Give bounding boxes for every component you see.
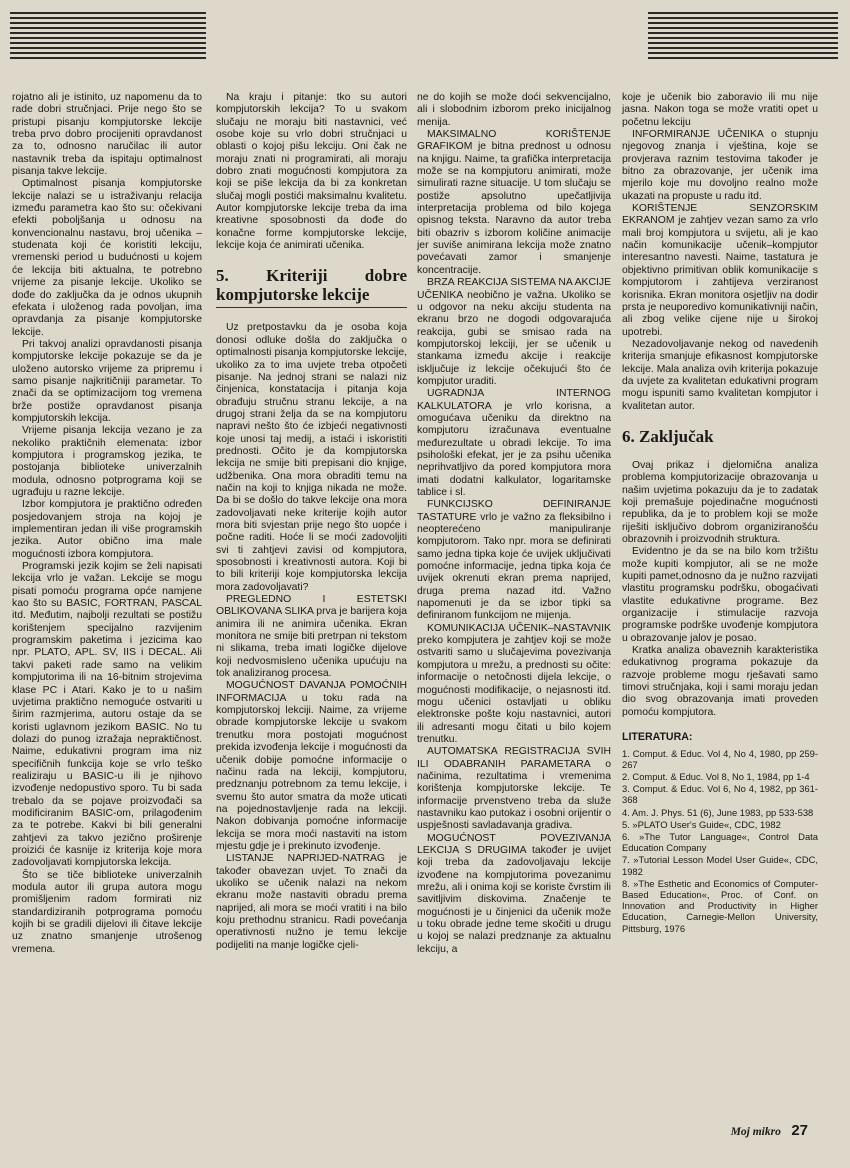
reference-item: 4. Am. J. Phys. 51 (6), June 1983, pp 533-538 — [622, 806, 814, 818]
stripe-line — [10, 27, 206, 29]
reference-item: 5. »PLATO User's Guide«, CDC, 1982 — [622, 818, 781, 830]
column-2 — [216, 92, 407, 952]
paragraph: INFORMIRANJE UČENIKA o stupnju njegovog znanja i vještina, koje se provjerava raznim testovima također je bitno za obrazovanje, jer učenik ima mjerilo koje mu dovoljno realno može ukazati na propuste u radu itd. — [622, 129, 818, 202]
paragraph: UGRADNJA INTERNOG KALKULATORA je vrlo korisna, a omogućava učeniku da direktno na kompjutoru izračunava eventualne međurezultate u obradi lekcije. To ima psihološki efekat, jer je za psihu učenika neprihvatljivo da pored kompjutora mora imati dodatni kalkulator, logaritamske tablice i sl. — [417, 388, 611, 498]
column-4 — [622, 92, 818, 935]
paragraph: Evidentno je da se na bilo kom tržištu može kupiti kompjutor, ali se ne može kupiti pamet,odnosno da je nužno razvijati vlastitu programsku podršku, obogaćivati vlastite edukativne programe. Bez organizacije i stimulacije razvoja programske podrške uvođenje kompjutora u obrazovanje jalov je posao. — [622, 546, 818, 644]
stripe-line — [648, 17, 838, 19]
section-6-heading: 6. Zaključak — [622, 426, 714, 446]
paragraph: FUNKCIJSKO DEFINIRANJE TASTATURE vrlo je važno za fleksibilno i neopterećeno manipuliranje kompjutorom. Tako npr. mora se definirati samo jedna tipka koje će uvijek uključivati pomoćne informacije, jedna tipka koja će uvijek okrenuti ekran prema naprijed, druga prema nazad itd. Važno napomenuti je da se izbor tipki sa definiranom funkcijom ne mijenja. — [417, 499, 611, 622]
paragraph: Vrijeme pisanja lekcija vezano je za nekoliko praktičnih elemenata: izbor kompjutora i programskog jezika, te postojanja biblioteke univerzalnih modula, odnosno potprograma koji se ugrađuju u razne lekcije. — [12, 425, 202, 498]
paragraph: Kratka analiza obaveznih karakteristika edukativnog programa pokazuje da razvoje probleme mogu rješavati samo timovi stručnjaka, koji i sami moraju jedan dio svog obrazovanja imati proveden pomoću kompjutora. — [622, 645, 818, 718]
paragraph: AUTOMATSKA REGISTRACIJA SVIH ILI ODABRANIH PARAMETARA o načinima, rezultatima i vremenima korištenja kompjutorske lekcije. Te informacije prvenstveno treba da služe nastavniku kao putokaz i osobni orijentir o uspješnosti savladavanja gradiva. — [417, 746, 611, 832]
stripe-line — [10, 57, 206, 59]
header-stripes-right — [648, 12, 838, 64]
paragraph: koje je učenik bio zaboravio ili mu nije jasna. Nakon toga se može vratiti opet u početnu lekciju — [622, 92, 818, 128]
stripe-line — [648, 52, 838, 54]
stripe-line — [648, 12, 838, 14]
column-1 — [12, 92, 202, 956]
paragraph: LISTANJE NAPRIJED-NATRAG je također obavezan uvjet. To znači da ukoliko se učenik nalazi na nekom ekranu može nastaviti obradu prema naprijed, ali mora se moći vratiti i na bilo koju prethodnu stranicu. Radi povećanja operativnosti nužno je temu lekcije podijeliti na manje logičke cjeli- — [216, 853, 407, 951]
paragraph: Nezadovoljavanje nekog od navedenih kriterija smanjuje efikasnost kompjutorske lekcije. Mala analiza ovih kriterija pokazuje da uvjete za kvalitetan edukativni program mogu ispuniti samo kvalitetan kompjutor i kvalitetan autor. — [622, 338, 818, 412]
stripe-line — [10, 47, 206, 49]
paragraph: Optimalnost pisanja kompjutorske lekcije nalazi se u istraživanju relacija između parametra kao što su: očekivani efekti poboljšanja u odnosu na konvencionalnu nastavu, broj učenika – studenata koji će koristiti lekciju, vremenski period u budućnosti u kojem će lekcija biti aktualna, te potrebno vrijeme za pisanje lekcije. Ukoliko se dođe do zaključka da je odnos ukupnih efekata i uloženog rada povoljan, ima opravdanja za pisanje kompjutorske lekcije. — [12, 178, 202, 338]
column-2-body — [216, 322, 407, 952]
stripe-line — [10, 12, 206, 14]
paragraph: Izbor kompjutora je praktično određen posjedovanjem stroja na kojoj je implementiran jedan ili više programskih jezika. Autor obično ima male mogućnosti izbora kompjutora. — [12, 499, 202, 560]
stripe-line — [10, 32, 206, 34]
paragraph: Uz pretpostavku da je osoba koja donosi odluke došla do zaključka o optimalnosti pisanja kompjutorske lekcije, ukoliko za to ima uvjete treba otpočeti pisanje. Na jednoj strani se nalazi niz činjenica, konstatacija i pitanja koja obrađuju stručnu stranu lekcije, a na drugoj strani želja da se na kompjutoru napravi nešto što će izbjeći negativnosti koje unosi taj medij, a istaći i iskoristiti prednosti. Očito je da kompjutorska lekcija ne smije biti prepisani dio knjige, udžbenika. Ona mora obraditi temu na način na koji to knjiga nikada ne može. Da bi se došlo do takve lekcije ona mora zadovoljavati neke kriterije kojih autor mora biti svjestan prije nego što uopće i počne raditi. Hoće li se moći zadovoljiti svi ti zahtjevi zavisi od kompjutora, sposobnosti i kreativnosti autora. Koji bi to bili kriteriji koje kompjutorska lekcija mora zadovoljavati? — [216, 322, 407, 593]
reference-item: 8. »The Esthetic and Economics of Computer-Based Education«, Proc. of Conf. on Innovation and Productivity in Higher Education, Carnegie-Mellon University, Pittsburg, 1976 — [622, 877, 818, 934]
stripe-line — [10, 22, 206, 24]
stripe-line — [10, 17, 206, 19]
stripe-line — [648, 27, 838, 29]
paragraph: Na kraju i pitanje: tko su autori kompjutorskih lekcija? To u svakom slučaju ne moraju biti nastavnici, već osobe koje su vrlo dobri stručnjaci u oblasti o kojoj pišu lekciju. Oni čak ne moraju znati ni programirati, ali moraju dobro znati mogućnosti kompjutora za koji se piše lekcija da bi za konkretan slučaj mogli postići maksimalnu kvalitetu. Autor kompjutorske lekcije treba da ima kreativne sposobnosti da dođe do konačne forme kompjutorske lekcije, lekcije koja će animirati učenika. — [216, 92, 407, 252]
paragraph: BRZA REAKCIJA SISTEMA NA AKCIJE UČENIKA neobično je važna. Ukoliko se u odgovor na neku akciju studenta na ekranu brzo ne dogodi odgovarajuća reakcija, gubi se smisao rada na kompjutorskoj lekciji, jer se učenik u stankama između akcije i reakcije isključuje iz lekcije očekujući što će kompjutor uraditi. — [417, 277, 611, 387]
stripe-line — [10, 52, 206, 54]
paragraph: PREGLEDNO I ESTETSKI OBLIKOVANA SLIKA prva je barijera koja animira ili ne animira učenika. Ekran monitora ne smije biti pretrpan ni tekstom ni slikama, treba imati logičke dijelove koji nedvosmisleno učenika upućuju na tok analiziranog procesa. — [216, 594, 407, 680]
column-3 — [417, 92, 611, 956]
reference-item: 6. »The Tutor Language«, Control Data Education Company — [622, 830, 818, 854]
reference-item: 1. Comput. & Educ. Vol 4, No 4, 1980, pp 259-267 — [622, 747, 818, 770]
column-2-intro — [216, 92, 407, 252]
paragraph: rojatno ali je istinito, uz napomenu da to rade dobri stručnjaci. Prije nego što se pristupi pisanju kompjutorske lekcije treba prvo dobro procijeniti opravdanost za to, odnosno naručilac ili autor nastavnik treba da ispitaju optimalnost pisanja takve lekcije. — [12, 92, 202, 178]
paragraph: KORIŠTENJE SENZORSKIM EKRANOM je zahtjev vezan samo za vrlo mali broj kompjutora u svijetu, ali je kao način komunikacije učenik–kompjutor interesantno navesti. Naime, tastatura je objektivno primitivan oblik komunikacije s kompjutorom i zahtijeva verziranost korisnika. Ekran monitora osjetljiv na dodir prsta je neuporedivo komunikativniji način, ali zbog velike cijene nije u širokoj upotrebi. — [622, 203, 818, 338]
stripe-line — [648, 37, 838, 39]
paragraph: ne do kojih se može doći sekvencijalno, ali i slobodnim izborom preko inicijalnog menija. — [417, 92, 611, 128]
paragraph: Programski jezik kojim se želi napisati lekcija vrlo je važan. Lekcije se mogu pisati pomoću programa opće namjene kao što su BASIC, FORTRAN, PASCAL itd. Međutim, najbolji rezultati se postižu korištenjem specijalno razvijenim programskim paketima i jezicima kao npr. PLATO, APL. SV, IIS i DECAL. Ali takvi paketi rade samo na velikim kompjutorima ili na 16-bitnim strojevima klase PC i Atari. Kako je to u našim uvjetima praktično nemoguće ostvariti u širim razmjerima, autoru ostaje da se koristi uglavnom jezikom BASIC. No tu dolazi do punog izražaja nepraktičnost. Naime, edukativni program ima niz specifičnih funkcija koje se vrlo teško realiziraju u BASIC-u ili je njihovo izvođenje nedopustivo sporo. Tu bi sada trebalo da se pojave proizvođači sa modificiranim BASIC-om, prilagođenim za te potrebe. Kakvi bi bili generalni zahtjevi za takvo jezično proširenje proizići će kasnije iz kriterija koje mora zadovoljavati kompjutorska lekcija. — [12, 561, 202, 869]
references-list — [622, 748, 818, 934]
header-stripes-left — [10, 12, 206, 64]
stripe-line — [10, 42, 206, 44]
paragraph: Ovaj prikaz i djelomična analiza problema kompjutorizacije obrazovanja u našim uvjetima pokazuju da je to zadatak koji premašuje pojedinačne mogućnosti republika, da je to problem koji se može riješiti isključivo dobrom organiziranošću obrazovnih i proizvodnih struktura. — [622, 459, 818, 545]
reference-item: 7. »Tutorial Lesson Model User Guide«, CDC, 1982 — [622, 854, 818, 877]
stripe-line — [648, 42, 838, 44]
stripe-line — [10, 37, 206, 39]
stripe-line — [648, 22, 838, 24]
literature-heading: LITERATURA: — [622, 731, 693, 744]
reference-item: 3. Comput. & Educ. Vol 6, No 4, 1982, pp 361-368 — [622, 783, 818, 806]
paragraph: MOGUĆNOST DAVANJA POMOĆNIH INFORMACIJA u toku rada na kompjutorskoj lekciji. Naime, za vrijeme obrade kompjutorske lekcije u svakom trenutku mora postojati mogućnost prekida izvođenja lekcije i mogućnosti da učenik dobije pomoćne informacije o načinu rada na lekciji, kompjutoru, predznanju potrebnom za temu lekcije, i svemu što autor smatra da može uticati na pojednostavljenje rada na lekciji. Nakon dobivanja pomoćne informacije lekcija se mora moći nastaviti na istom mjestu gdje je i prekinuto izvođenje. — [216, 680, 407, 852]
conclusion-body — [622, 460, 818, 719]
stripe-line — [648, 57, 838, 59]
paragraph: Što se tiče biblioteke univerzalnih modula autor ili grupa autora mogu promišljenim radom formirati niz standardiziranih potprograma pomoću kojih bi se gradili dijelovi ili čitave lekcije uz znatno smanjenje utrošenog vremena. — [12, 869, 202, 955]
page-footer — [731, 1122, 808, 1140]
paragraph: KOMUNIKACIJA UČENIK–NASTAVNIK preko kompjutera je zahtjev koji se može ostvariti samo u slučajevima povezivanja kompjutora u mrežu, a prednosti su očite: informacije o netočnosti dijela lekcije, o mogućnosti modifikacije, o nejasnosti itd. mogu učenici ostavljati u obliku elektronske pošte koju nastavnici, autori ili adresanti mogu čitati u bilo kojem trenutku. — [417, 622, 611, 745]
column-4-body — [622, 92, 818, 413]
paragraph: Pri takvoj analizi opravdanosti pisanja kompjutorske lekcije pokazuje se da je uloženo autorsko vrijeme za pripremu i samo pisanje najkritičniji parametar. To znači da se optimizacijom tog vremena brže postiže opravdanost pisanja kompjutorskih lekcija. — [12, 338, 202, 424]
magazine-name: Moj mikro — [730, 1126, 781, 1138]
section-5-heading: 5. Kriteriji dobre kompjutorske lekcije — [216, 266, 407, 308]
stripe-line — [648, 32, 838, 34]
page-number: 27 — [791, 1122, 808, 1139]
reference-item: 2. Comput. & Educ. Vol 8, No 1, 1984, pp 1-4 — [622, 770, 810, 782]
paragraph: MOGUĆNOST POVEZIVANJA LEKCIJA S DRUGIMA također je uvijet koji treba da zadovoljavaju lekcije izvođene na kompjutorima povezanimu mrežu, ali i onima koji se koriste čvrstim ili savitljivim diskovima. Značenje te mogućnosti je u činjenici da učenik može u toku obrade jedne teme skočiti u drugu u kojoj se nalazi predznanje za aktualnu lekciju, a — [417, 832, 611, 955]
paragraph: MAKSIMALNO KORIŠTENJE GRAFIKOM je bitna prednost u odnosu na knjigu. Naime, ta grafička interpretacija može se na kompjutoru animirati, može simulirati razne situacije. U tom slučaju se postiže apsolutno upečatljivija interpretacija problema od bilo kojega opisnog teksta. Naravno da autor treba biti obazriv s izborom količine animacije jer suviše animirana lekcija može znatno povećavati zamor i smanjenje koncentracije. — [417, 129, 611, 276]
stripe-line — [648, 47, 838, 49]
